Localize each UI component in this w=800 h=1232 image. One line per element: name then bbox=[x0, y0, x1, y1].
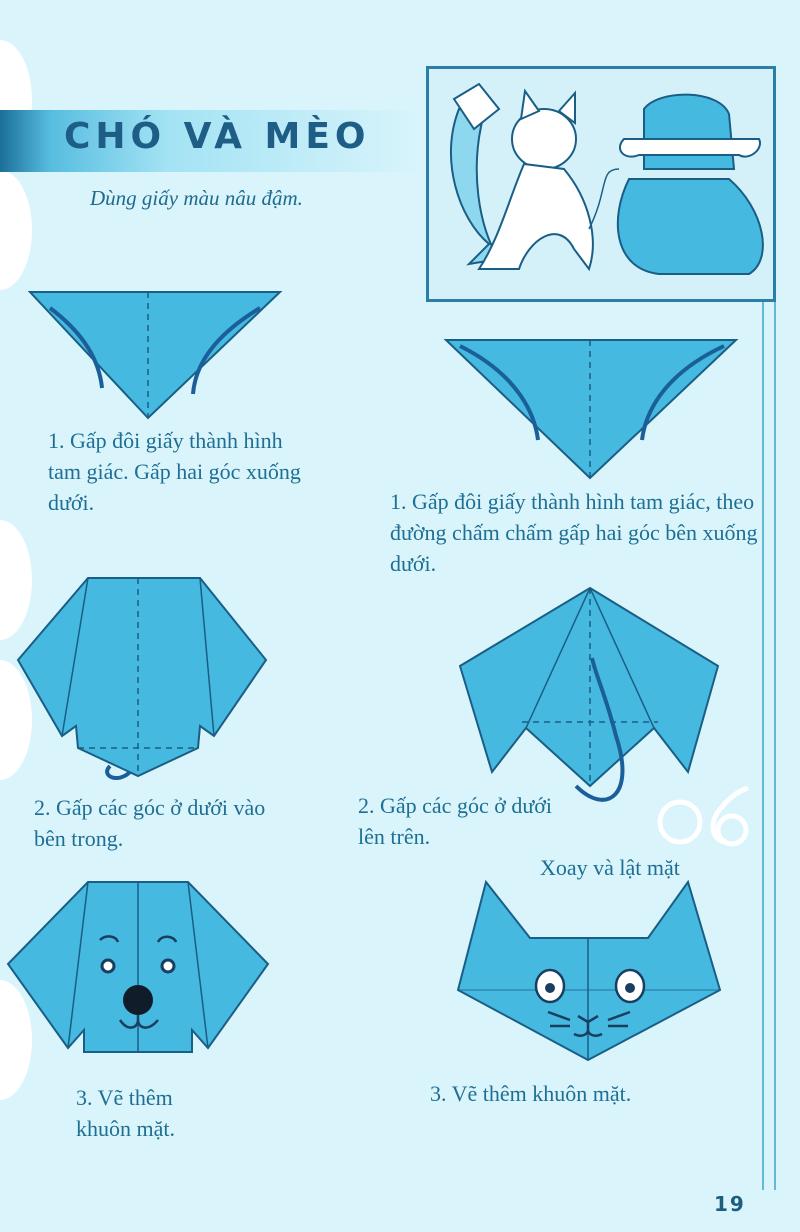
right-divider-line bbox=[762, 290, 764, 1190]
dog-head bbox=[644, 95, 734, 169]
dog-eye-right bbox=[162, 960, 174, 972]
dog-step3-text: 3. Vẽ thêm khuôn mặt. bbox=[76, 1085, 175, 1141]
cat-step1-text: 1. Gấp đôi giấy thành hình tam giác, theo đường chấm chấm gấp hai góc bên xuống dưới. bbox=[390, 489, 758, 576]
page-subtitle: Dùng giấy màu nâu đậm. bbox=[90, 186, 303, 210]
dog-step3-diagram bbox=[8, 880, 274, 1060]
dog-body bbox=[618, 179, 763, 274]
cat-dog-illustration bbox=[429, 69, 773, 299]
right-divider-line bbox=[774, 290, 776, 1190]
rotate-note: Xoay và lật mặt bbox=[540, 855, 680, 880]
cat-body bbox=[479, 164, 593, 269]
dog-step1-text: 1. Gấp đôi giấy thành hình tam giác. Gấp hai góc xuống dưới. bbox=[48, 428, 301, 515]
page-edge-scallop bbox=[0, 170, 32, 290]
bone bbox=[620, 139, 760, 157]
illustration-frame bbox=[426, 66, 776, 302]
fish-body bbox=[451, 109, 499, 264]
cat-step1-diagram bbox=[440, 336, 740, 486]
rotate-flip-icon bbox=[652, 782, 762, 852]
cat-step2-text: 2. Gấp các góc ở dưới lên trên. bbox=[358, 793, 553, 849]
cat-step3-diagram bbox=[458, 880, 724, 1070]
page-number: 19 bbox=[714, 1192, 746, 1216]
dog-nose bbox=[123, 985, 153, 1015]
dog-eye-left bbox=[102, 960, 114, 972]
dog-step1-diagram bbox=[30, 288, 290, 428]
cat-tail bbox=[589, 169, 619, 229]
page-title: CHÓ VÀ MÈO bbox=[64, 116, 371, 157]
cat-step3-text: 3. Vẽ thêm khuôn mặt. bbox=[430, 1081, 632, 1106]
dog-step2-diagram bbox=[18, 576, 278, 786]
dog-step2-text: 2. Gấp các góc ở dưới vào bên trong. bbox=[34, 795, 266, 851]
